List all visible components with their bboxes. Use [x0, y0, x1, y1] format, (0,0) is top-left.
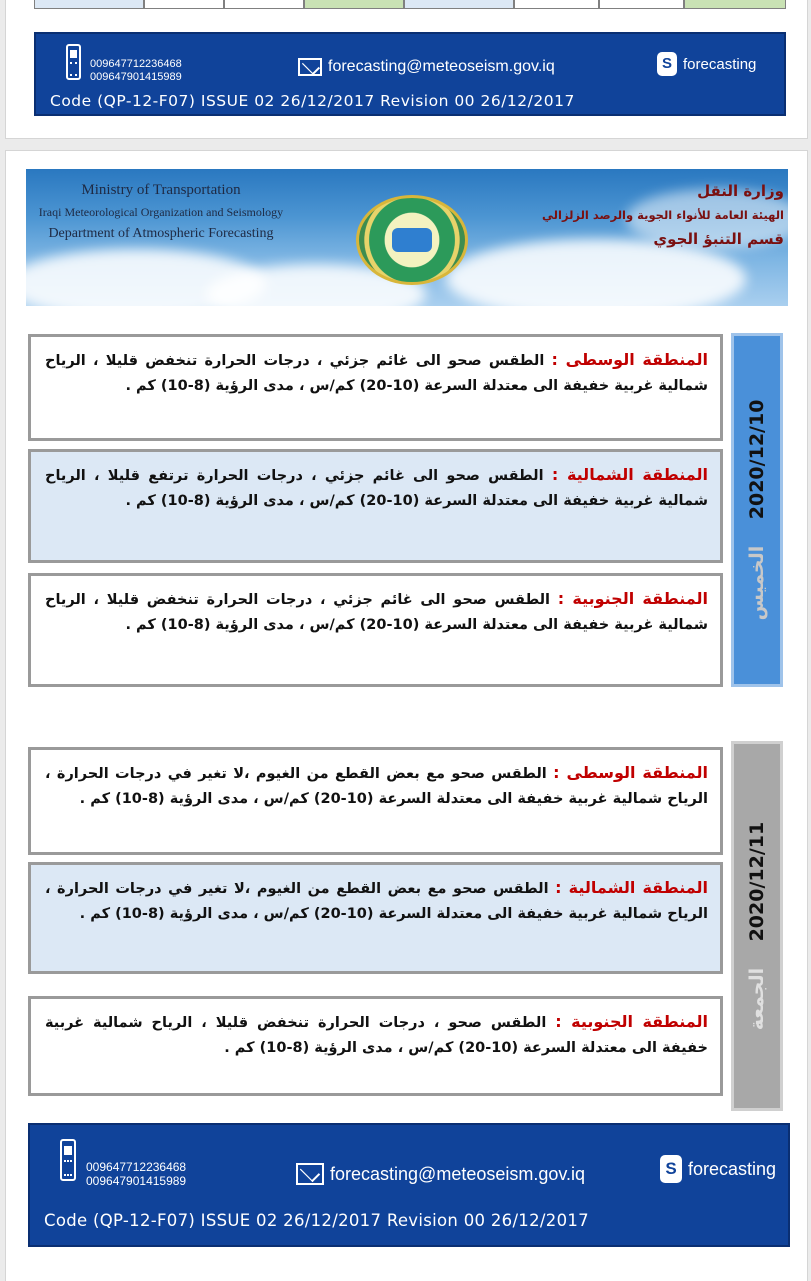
organization-name-ar: الهيئة العامة للأنواء الجوية والرصد الزلزالي: [542, 208, 784, 222]
phone-number: 009647712236468: [86, 1160, 187, 1174]
header-english: [26, 179, 296, 245]
region-name: المنطقة الشمالية :: [555, 878, 708, 897]
ministry-name-ar: وزارة النقل: [697, 182, 784, 200]
day-date: 2020/12/10: [746, 399, 768, 520]
ministry-name: Ministry of Transportation: [81, 182, 241, 198]
phone-number: 009647712236468: [90, 58, 182, 70]
phone-icon: [66, 44, 81, 80]
department-name-ar: قسم التنبؤ الجوي: [653, 230, 784, 248]
email-address: forecasting@meteoseism.gov.iq: [330, 1163, 586, 1184]
skype-contact[interactable]: [660, 1155, 776, 1183]
phone-icon: [60, 1139, 76, 1181]
footer-banner: [34, 32, 786, 116]
forecast-page: [5, 150, 808, 1281]
table-remnant: [34, 0, 786, 9]
region-forecast: الطقس صحو ، درجات الحرارة تنخفض قليلا ، الرياح شمالية غربية خفيفة الى معتدلة السرعة (10-20) كم/س ، مدى الرؤية (8-10) كم .: [45, 1015, 708, 1056]
document-code: Code (QP-12-F07) ISSUE 02 26/12/2017 Revision 00 26/12/2017: [44, 1211, 589, 1230]
department-name: Department of Atmospheric Forecasting: [48, 226, 274, 241]
region-forecast: الطقس صحو مع بعض القطع من الغيوم ،لا تغير في درجات الحرارة ، الرياح شمالية غربية خفيفة الى معتدلة السرعة (10-20) كم/س ، مدى الرؤية (8-10) كم .: [45, 881, 708, 922]
organization-logo: [356, 195, 468, 285]
skype-name: forecasting: [688, 1158, 777, 1179]
skype-icon: S: [657, 52, 677, 76]
region-box: [28, 996, 723, 1096]
region-box: [28, 747, 723, 855]
region-name: المنطقة الجنوبية :: [557, 589, 708, 608]
region-box: [28, 862, 723, 974]
skype-contact[interactable]: [657, 52, 756, 76]
region-name: المنطقة الشمالية :: [551, 465, 708, 484]
email-address: forecasting@meteoseism.gov.iq: [328, 58, 555, 75]
mail-icon: [296, 1163, 324, 1185]
skype-name: forecasting: [683, 55, 757, 73]
region-box: [28, 573, 723, 687]
previous-page: [5, 0, 808, 139]
phone-numbers: [86, 1161, 186, 1189]
region-forecast: الطقس صحو الى غائم جزئي ، درجات الحرارة تنخفض قليلا ، الرياح شمالية غربية خفيفة الى معتدلة السرعة (10-20) كم/س ، مدى الرؤية (8-10) كم .: [45, 592, 708, 633]
phone-numbers: [90, 58, 182, 83]
region-box: [28, 334, 723, 441]
day-sidebar: [731, 741, 783, 1111]
header-banner: [26, 169, 788, 306]
document-code: Code (QP-12-F07) ISSUE 02 26/12/2017 Revision 00 26/12/2017: [50, 92, 575, 110]
day-name: الجمعة: [746, 967, 768, 1031]
day-name: الخميس: [746, 545, 768, 621]
email-contact[interactable]: [298, 58, 555, 76]
region-name: المنطقة الوسطى :: [551, 350, 708, 369]
phone-number: 009647901415989: [90, 70, 182, 83]
email-contact[interactable]: [296, 1163, 585, 1185]
footer-banner: [28, 1123, 790, 1247]
day-date: 2020/12/11: [746, 821, 768, 942]
day-sidebar: [731, 333, 783, 687]
region-forecast: الطقس صحو الى غائم جزئي ، درجات الحرارة ترتفع قليلا ، الرياح شمالية غربية خفيفة الى معتدلة السرعة (10-20) كم/س ، مدى الرؤية (8-10) كم .: [45, 468, 708, 509]
organization-name: Iraqi Meteorological Organization and Seismology: [38, 205, 284, 219]
skype-icon: S: [660, 1155, 682, 1183]
mail-icon: [298, 58, 322, 76]
phone-number: 009647901415989: [86, 1173, 187, 1188]
region-box: [28, 449, 723, 563]
region-name: المنطقة الوسطى :: [553, 763, 708, 782]
header-arabic: [542, 179, 784, 251]
region-forecast: الطقس صحو الى غائم جزئي ، درجات الحرارة تنخفض قليلا ، الرياح شمالية غربية خفيفة الى معتدلة السرعة (10-20) كم/س ، مدى الرؤية (8-10) كم .: [45, 353, 708, 394]
region-forecast: الطقس صحو مع بعض القطع من الغيوم ،لا تغير في درجات الحرارة ، الرياح شمالية غربية خفيفة الى معتدلة السرعة (10-20) كم/س ، مدى الرؤية (8-10) كم .: [45, 766, 708, 807]
region-name: المنطقة الجنوبية :: [555, 1012, 708, 1031]
